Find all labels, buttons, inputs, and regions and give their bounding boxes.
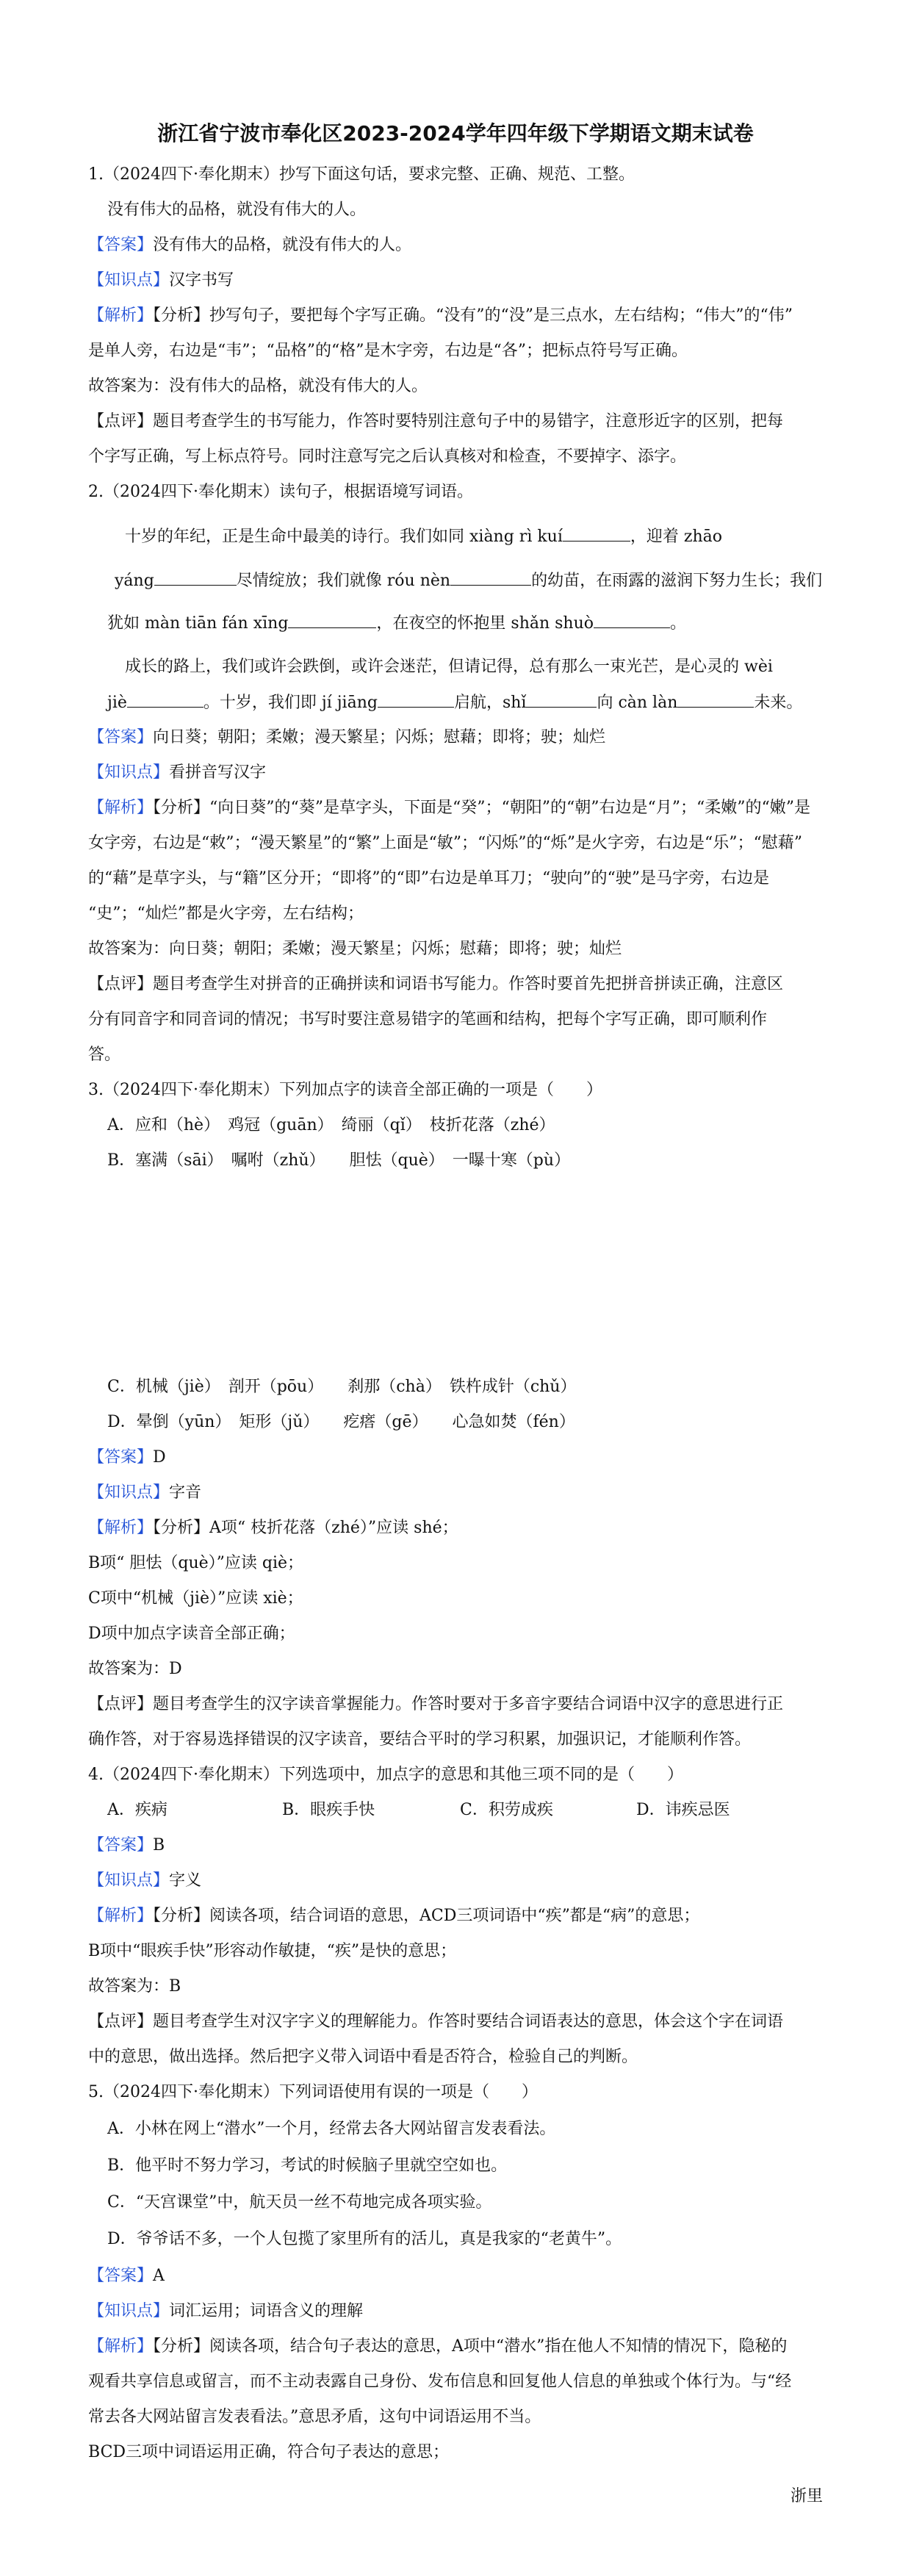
q4-option-c: C．积劳成疾 (460, 1801, 553, 1819)
q4-analysis (88, 1904, 699, 1928)
q3-option-b: B．塞满（sāi） 嘱咐（zhǔ） 胆怯（què） 一曝十寒（pù） (107, 1151, 571, 1170)
q3-knowledge (88, 1481, 201, 1505)
q1-stem: 1.（2024四下·奉化期末）抄写下面这句话，要求完整、正确、规范、工整。 (88, 165, 635, 184)
q2-knowledge-text: 看拼音写汉字 (169, 763, 267, 782)
q2-analysis-text-1: 【分析】“向日葵”的“葵”是草字头，下面是“癸”；“朝阳”的“朝”右边是“月”；“柔嫩”的“嫩”是 (153, 799, 810, 817)
q3-comment-text-1: 题目考查学生的汉字读音掌握能力。作答时要对于多音字要结合词语中汉字的意思进行正 (153, 1695, 784, 1713)
q4-analysis-line-2: B项中“眼疾手快”形容动作敏捷，“疾”是快的意思； (88, 1942, 457, 1960)
q2-answer (88, 726, 605, 749)
q3-analysis (88, 1517, 458, 1540)
q4-option-a: A．疾病 (107, 1801, 168, 1819)
q4-final: 故答案为：B (88, 1977, 181, 1996)
q2-text: ，在夜空的怀抱里 shǎn shuò (376, 614, 594, 633)
q4-stem: 4.（2024四下·奉化期末）下列选项中，加点字的意思和其他三项不同的是（ ） (88, 1766, 683, 1784)
q5-analysis (88, 2335, 787, 2359)
blank-1[interactable] (563, 525, 630, 542)
q4-analysis-text-1: 【分析】阅读各项，结合词语的意思，ACD三项词语中“疾”都是“病”的意思； (153, 1907, 700, 1925)
knowledge-label: 【知识点】 (88, 1483, 170, 1502)
q2-para2-line2 (107, 691, 802, 715)
q3-option-a: A．应和（hè） 鸡冠（guān） 绮丽（qǐ） 枝折花落（zhé） (107, 1116, 555, 1134)
q5-knowledge (88, 2300, 363, 2323)
q2-para1-line1 (125, 525, 722, 549)
analysis-label: 【解析】 (88, 1519, 154, 1537)
q1-knowledge (88, 269, 234, 292)
q5-analysis-line-4: BCD三项中词语运用正确，符合句子表达的意思； (88, 2443, 450, 2461)
q1-sentence: 没有伟大的品格，就没有伟大的人。 (107, 201, 367, 219)
q3-analysis-line-2: B项“ 胆怯（què）”应读 qiè； (88, 1554, 304, 1572)
q4-option-b: B．眼疾手快 (282, 1801, 375, 1819)
q1-comment (88, 410, 783, 433)
q2-final: 故答案为：向日葵；朝阳；柔嫩；漫天繁星；闪烁；慰藉；即将；驶；灿烂 (88, 940, 622, 958)
q1-analysis-line-2: 是单人旁，右边是“韦”；“品格”的“格”是木字旁，右边是“各”；把标点符号写正确。 (88, 342, 688, 360)
q3-answer-text: D (153, 1448, 166, 1467)
knowledge-label: 【知识点】 (88, 1871, 170, 1890)
q2-knowledge (88, 761, 266, 785)
analysis-label: 【解析】 (88, 799, 154, 817)
answer-label: 【答案】 (88, 1448, 154, 1467)
q3-answer (88, 1446, 166, 1469)
answer-label: 【答案】 (88, 1836, 154, 1854)
q4-knowledge (88, 1869, 201, 1893)
q3-comment-line-2: 确作答，对于容易选择错误的汉字读音，要结合平时的学习积累，加强识记，才能顺利作答。 (88, 1730, 752, 1749)
q5-option-b: B．他平时不努力学习，考试的时候脑子里就空空如也。 (107, 2156, 508, 2175)
q1-comment-text-1: 题目考查学生的书写能力，作答时要特别注意句子中的易错字，注意形近字的区别，把每 (153, 412, 784, 431)
blank-7[interactable] (378, 691, 454, 708)
q2-text: 。 (670, 614, 687, 633)
q2-para1-line3 (107, 611, 686, 636)
q1-answer-text: 没有伟大的品格，就没有伟大的人。 (153, 236, 412, 254)
q2-text: 向 càn làn (597, 694, 678, 712)
q2-comment-line-2: 分有同音字和同音词的情况；书写时要注意易错字的笔画和结构，把每个字写正确，即可顺利作 (88, 1010, 768, 1029)
q5-analysis-text-1: 【分析】阅读各项，结合句子表达的意思，A项中“潜水”指在他人不知情的情况下，隐秘的 (153, 2337, 788, 2356)
q3-option-d: D．晕倒（yūn） 矩形（jǔ） 疙瘩（gē） 心急如焚（fén） (107, 1413, 575, 1431)
answer-label: 【答案】 (88, 728, 154, 746)
q2-text: 未来。 (754, 694, 803, 712)
q3-analysis-text-1: 【分析】A项“ 枝折花落（zhé）”应读 shé； (153, 1519, 458, 1537)
q3-final: 故答案为：D (88, 1660, 182, 1678)
blank-3[interactable] (450, 569, 531, 586)
q5-answer-text: A (153, 2267, 165, 2285)
q5-analysis-line-2: 观看共享信息或留言，而不主动表露自己身份、发布信息和回复他人信息的单独或个体行为。与“经 (88, 2372, 792, 2391)
page-title: 浙江省宁波市奉化区2023-2024学年四年级下学期语文期末试卷 (157, 121, 754, 145)
q4-answer-text: B (153, 1836, 165, 1854)
q2-analysis-line-4: “史”；“灿烂”都是火字旁，左右结构； (88, 904, 364, 923)
comment-label: 【点评】 (88, 412, 154, 431)
q2-comment-line-3: 答。 (88, 1046, 121, 1064)
knowledge-label: 【知识点】 (88, 763, 170, 782)
q2-analysis (88, 796, 810, 820)
q2-comment (88, 973, 783, 996)
q5-stem: 5.（2024四下·奉化期末）下列词语使用有误的一项是（ ） (88, 2083, 538, 2101)
knowledge-label: 【知识点】 (88, 271, 170, 289)
q2-text: 启航，shǐ (453, 694, 527, 712)
q1-analysis (88, 304, 793, 328)
q2-text: yáng (115, 572, 154, 590)
q5-option-d: D．爷爷话不多，一个人包揽了家里所有的活儿，真是我家的“老黄牛”。 (107, 2230, 622, 2248)
comment-label: 【点评】 (88, 1695, 154, 1713)
answer-label: 【答案】 (88, 2267, 154, 2285)
q1-analysis-text-1: 【分析】抄写句子，要把每个字写正确。“没有”的“没”是三点水，左右结构；“伟大”的“伟” (153, 306, 793, 325)
q2-text: 尽情绽放；我们就像 róu nèn (236, 572, 451, 590)
q4-comment (88, 2010, 783, 2034)
q2-text: jiè (107, 694, 127, 712)
q1-comment-line-2: 个字写正确，写上标点符号。同时注意写完之后认真核对和检查，不要掉字、添字。 (88, 447, 687, 466)
q5-answer (88, 2264, 165, 2288)
comment-label: 【点评】 (88, 975, 154, 993)
blank-2[interactable] (154, 569, 237, 586)
q3-analysis-line-3: C项中“机械（jiè）”应读 xiè； (88, 1589, 303, 1608)
q2-para2-line1: 成长的路上，我们或许会跌倒，或许会迷茫，但请记得，总有那么一束光芒，是心灵的 wèi (125, 658, 773, 676)
q2-stem: 2.（2024四下·奉化期末）读句子，根据语境写词语。 (88, 483, 473, 501)
q2-para1-line2 (115, 569, 822, 593)
blank-4[interactable] (288, 611, 376, 628)
q2-text: ，迎着 zhāo (630, 528, 723, 546)
q4-knowledge-text: 字义 (169, 1871, 202, 1890)
q1-answer (88, 234, 411, 257)
q4-comment-text-1: 题目考查学生对汉字字义的理解能力。作答时要结合词语表达的意思，体会这个字在词语 (153, 2012, 784, 2031)
q5-knowledge-text: 词汇运用；词语含义的理解 (169, 2302, 364, 2320)
knowledge-label: 【知识点】 (88, 2302, 170, 2320)
q2-text: 十岁的年纪，正是生命中最美的诗行。我们如同 xiàng rì kuí (125, 528, 563, 546)
q3-stem: 3.（2024四下·奉化期末）下列加点字的读音全部正确的一项是（ ） (88, 1081, 602, 1099)
q2-text: 犹如 màn tiān fán xīng (107, 614, 289, 633)
q2-analysis-line-2: 女字旁，右边是“敕”；“漫天繁星”的“繁”上面是“敏”；“闪烁”的“烁”是火字旁，右边是“乐”；“慰藉” (88, 834, 802, 852)
q3-analysis-line-4: D项中加点字读音全部正确； (88, 1625, 295, 1643)
q1-knowledge-text: 汉字书写 (169, 271, 234, 289)
q1-final: 故答案为：没有伟大的品格，就没有伟大的人。 (88, 377, 428, 395)
q3-comment (88, 1693, 783, 1716)
q3-option-c: C．机械（jiè） 剖开（pōu） 刹那（chà） 铁杵成针（chǔ） (107, 1378, 577, 1396)
q4-answer (88, 1834, 165, 1857)
q5-option-a: A．小林在网上“潜水”一个月，经常去各大网站留言发表看法。 (107, 2120, 556, 2138)
blank-9[interactable] (677, 691, 754, 708)
blank-8[interactable] (526, 691, 597, 708)
q2-answer-text: 向日葵；朝阳；柔嫩；漫天繁星；闪烁；慰藉；即将；驶；灿烂 (153, 728, 606, 746)
q2-text: 的幼苗，在雨露的滋润下努力生长；我们 (531, 572, 823, 590)
page-footer: 浙里 (790, 2487, 823, 2505)
answer-label: 【答案】 (88, 236, 154, 254)
blank-6[interactable] (127, 691, 204, 708)
q5-option-c: C．“天宫课堂”中，航天员一丝不苟地完成各项实验。 (107, 2193, 492, 2212)
q5-analysis-line-3: 常去各大网站留言发表看法。”意思矛盾，这句中词语运用不当。 (88, 2408, 541, 2426)
analysis-label: 【解析】 (88, 1907, 154, 1925)
analysis-label: 【解析】 (88, 2337, 154, 2356)
q3-knowledge-text: 字音 (169, 1483, 202, 1502)
q4-option-d: D．讳疾忌医 (636, 1801, 730, 1819)
q2-analysis-line-3: 的“藉”是草字头，与“籍”区分开；“即将”的“即”右边是单耳刀；“驶向”的“驶”是马字旁，右边是 (88, 869, 769, 888)
comment-label: 【点评】 (88, 2012, 154, 2031)
q4-comment-line-2: 中的意思，做出选择。然后把字义带入词语中看是否符合，检验自己的判断。 (88, 2048, 638, 2066)
q2-comment-text-1: 题目考查学生对拼音的正确拼读和词语书写能力。作答时要首先把拼音拼读正确，注意区 (153, 975, 784, 993)
blank-5[interactable] (594, 611, 670, 628)
q2-text: 。十岁，我们即 jí jiāng (203, 694, 378, 712)
analysis-label: 【解析】 (88, 306, 154, 325)
